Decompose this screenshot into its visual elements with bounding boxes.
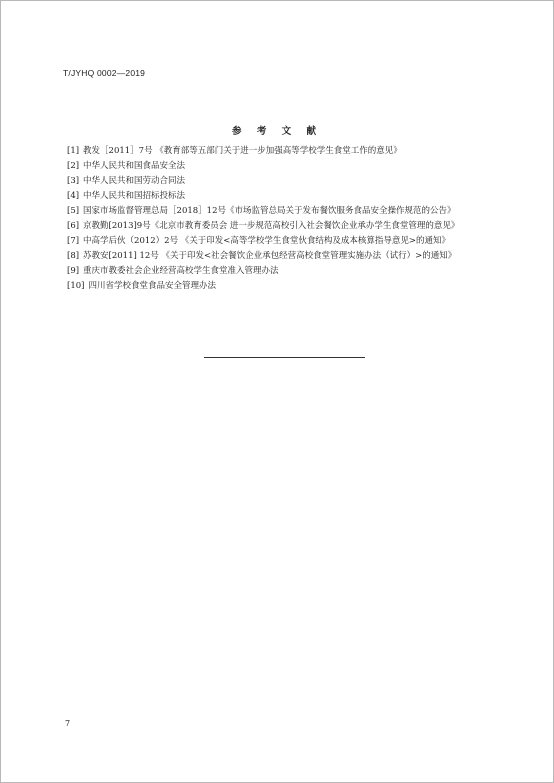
reference-item (67, 265, 507, 277)
reference-text: 京教勤[2013]9号《北京市教育委员会 进一步规范高校引入社会餐饮企业承办学生食堂管理的意见》 (83, 221, 460, 231)
reference-item (67, 175, 507, 187)
reference-item (67, 145, 507, 157)
reference-text: 重庆市教委社会企业经营高校学生食堂准入管理办法 (83, 266, 279, 276)
reference-number: [5] (67, 206, 80, 216)
reference-text: 国家市场监督管理总局［2018］12号《市场监管总局关于发布餐饮服务食品安全操作规范的公告》 (83, 206, 456, 216)
reference-text: 教发［2011］7号 《教育部等五部门关于进一步加强高等学校学生食堂工作的意见》 (83, 146, 402, 156)
reference-number: [3] (67, 176, 80, 186)
reference-number: [1] (67, 146, 80, 156)
page-number: 7 (65, 719, 71, 728)
reference-number: [9] (67, 266, 80, 276)
reference-text: 中华人民共和国劳动合同法 (83, 176, 186, 186)
reference-text: 中华人民共和国食品安全法 (83, 161, 186, 171)
section-title: 参 考 文 献 (232, 126, 322, 137)
reference-text: 四川省学校食堂食品安全管理办法 (88, 281, 216, 291)
reference-number: [2] (67, 161, 80, 171)
reference-text: 中华人民共和国招标投标法 (83, 191, 186, 201)
standard-code: T/JYHQ 0002—2019 (63, 68, 146, 78)
reference-item (67, 235, 507, 247)
reference-item (67, 280, 507, 292)
reference-number: [7] (67, 236, 80, 246)
reference-number: [10] (67, 281, 85, 291)
reference-item (67, 250, 507, 262)
reference-number: [6] (67, 221, 80, 231)
reference-number: [8] (67, 251, 80, 261)
reference-item (67, 160, 507, 172)
reference-item (67, 205, 507, 217)
reference-number: [4] (67, 191, 80, 201)
reference-item (67, 190, 507, 202)
reference-text: 中高学后伙（2012）2号 《关于印发<高等学校学生食堂伙食结构及成本核算指导意见>的通知》 (83, 236, 451, 246)
end-divider-line (204, 357, 365, 358)
reference-text: 苏教安[2011] 12号 《关于印发<社会餐饮企业承包经营高校食堂管理实施办法（试行）>的通知》 (83, 251, 457, 261)
reference-item (67, 220, 507, 232)
reference-list (67, 145, 507, 295)
